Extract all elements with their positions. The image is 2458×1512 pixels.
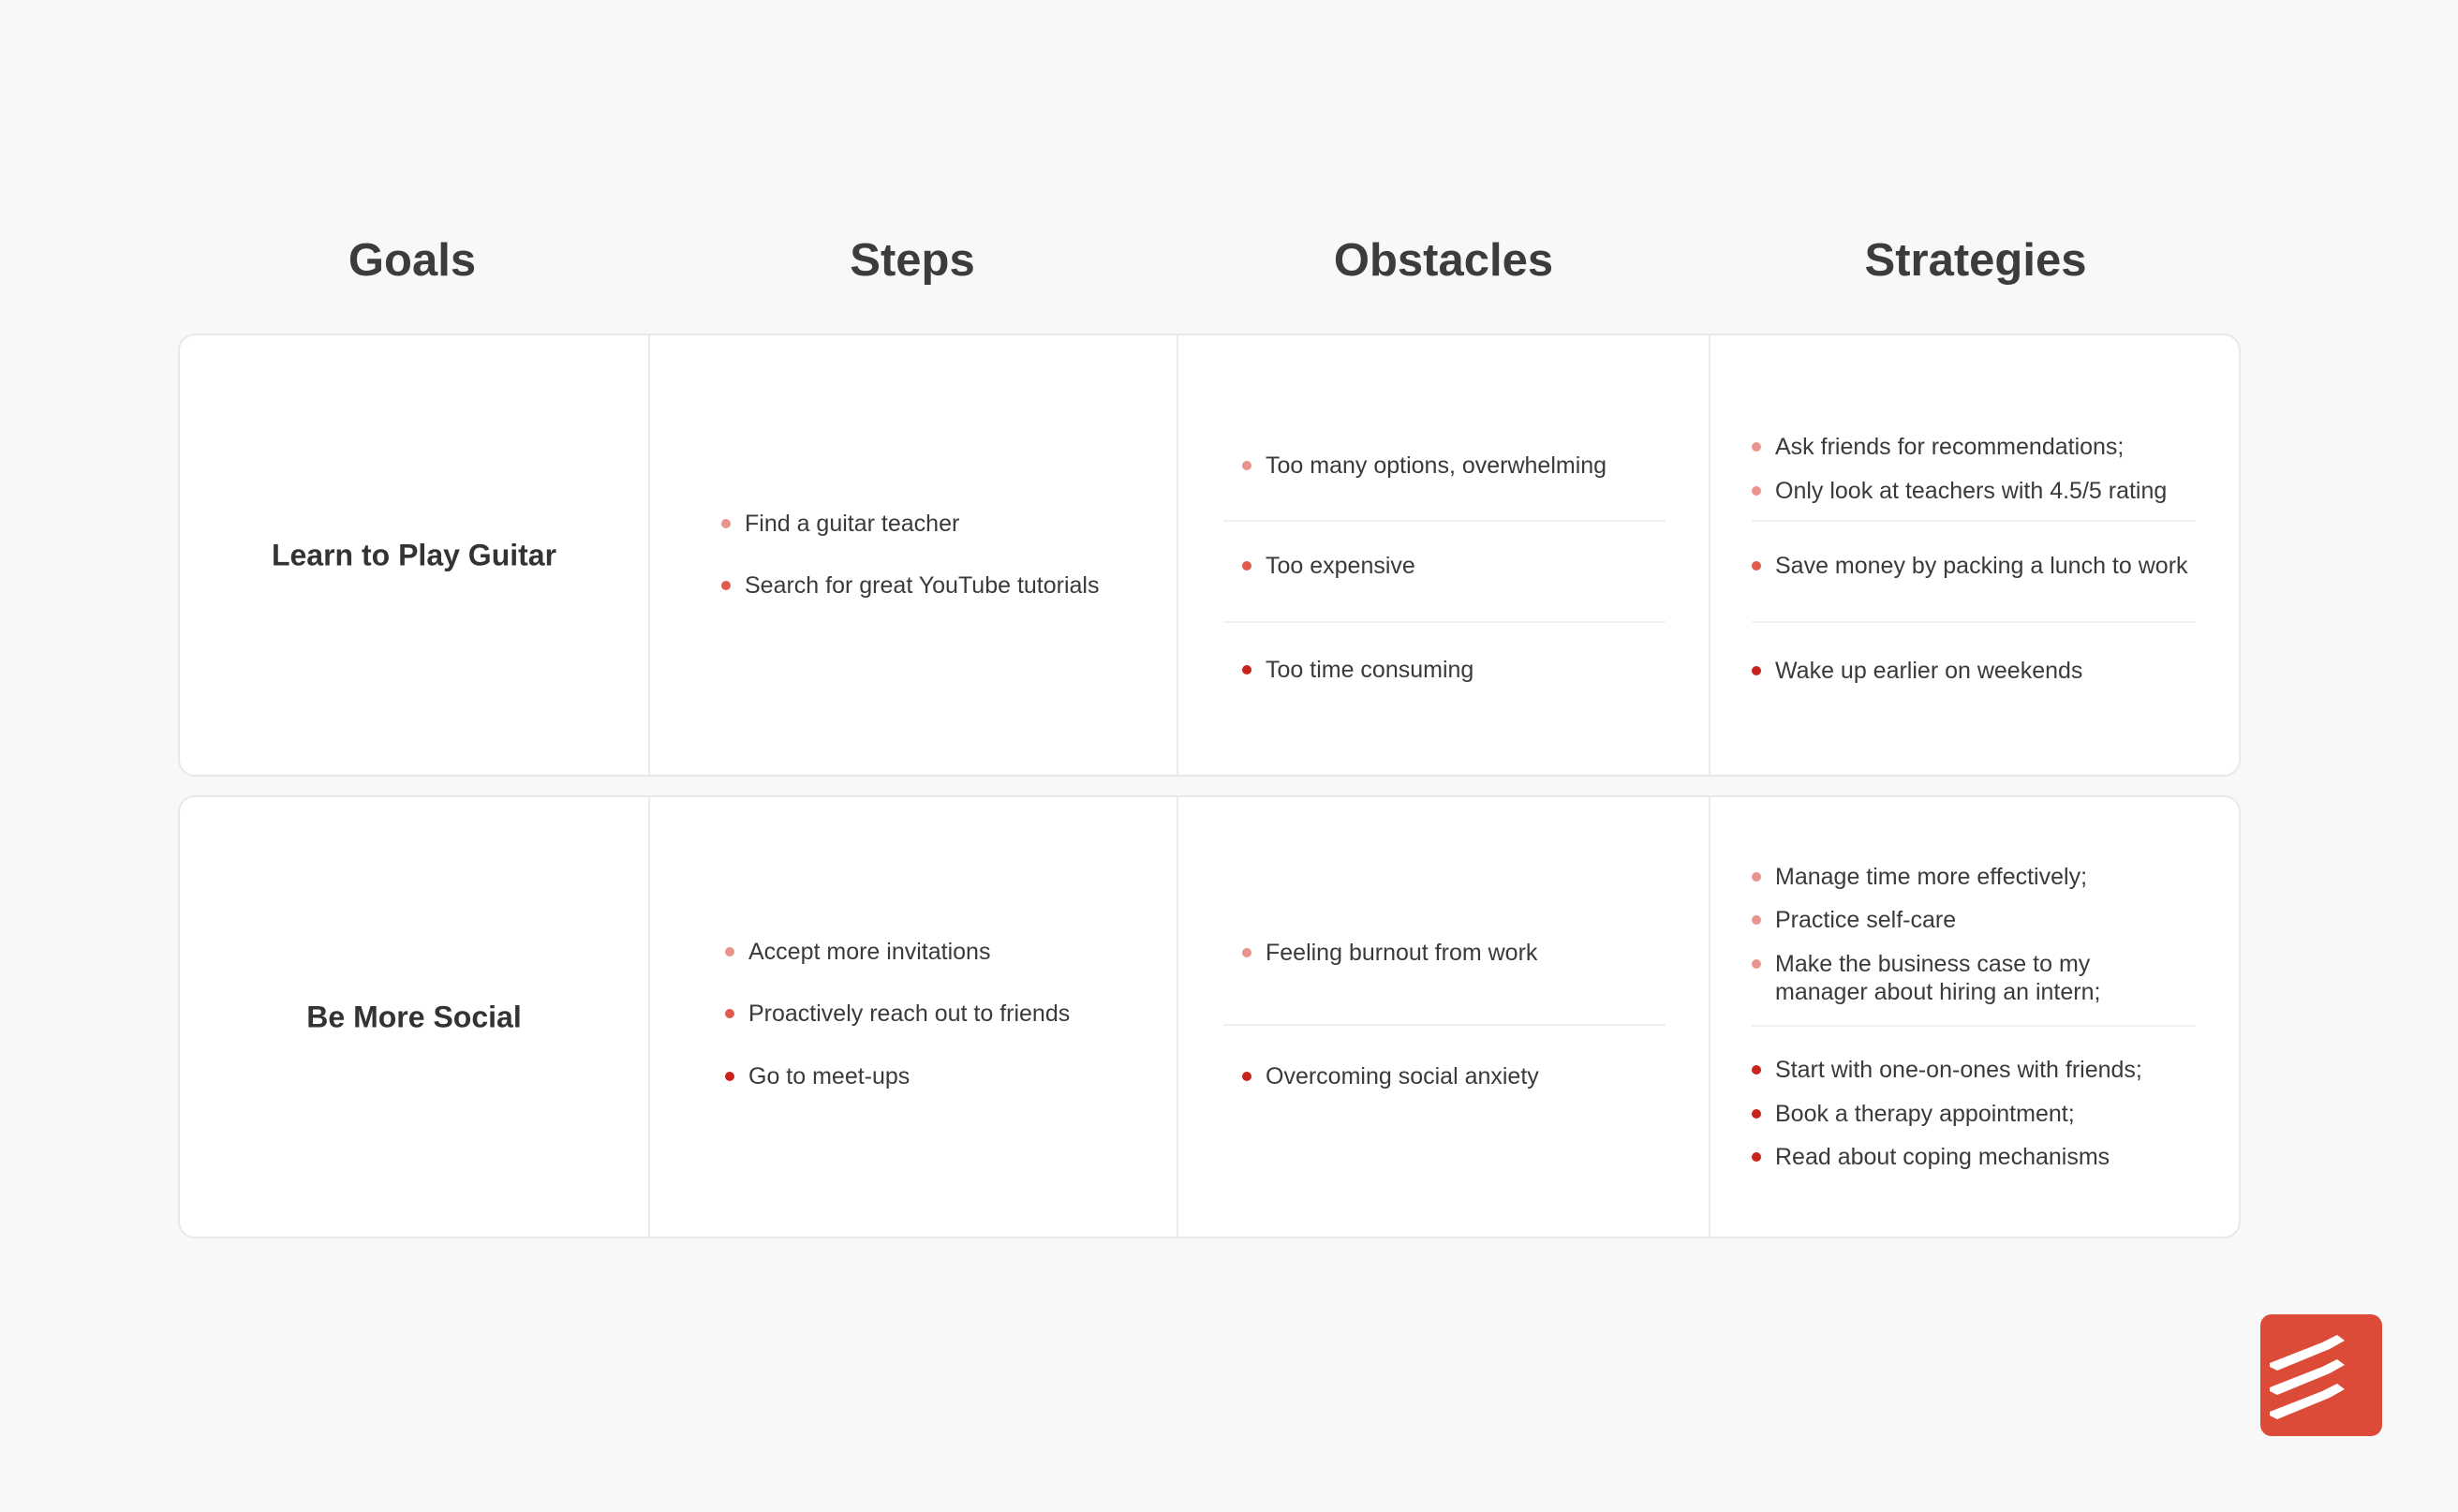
bullet-icon [1752,959,1761,969]
bullet-icon [1752,1065,1761,1075]
obstacles-cell [1178,335,1709,775]
strategy-text: Make the business case to my manager about hiring an intern; [1775,951,2101,1005]
strategy-text: Only look at teachers with 4.5/5 rating [1775,478,2168,504]
step-item [725,1000,1070,1028]
goal-cell [180,797,648,1237]
step-item [721,510,959,538]
separator [1223,520,1666,522]
strategy-item [1752,477,2167,505]
steps-cell [650,335,1177,775]
strategies-cell [1710,797,2241,1237]
strategy-text: Book a therapy appointment; [1775,1101,2075,1127]
header-steps: Steps [850,235,975,286]
bullet-icon [1242,948,1251,957]
strategy-item [1752,1100,2075,1128]
strategy-text: Read about coping mechanisms [1775,1144,2110,1170]
logo-stripes [2260,1314,2382,1436]
strategy-item [1752,950,2164,1006]
step-item [721,571,1099,600]
header-strategies: Strategies [1864,235,2087,286]
goal-cell [180,335,648,775]
step-text: Find a guitar teacher [745,511,960,537]
strategy-text: Start with one-on-ones with friends; [1775,1057,2142,1083]
strategy-item [1752,906,1956,934]
bullet-icon [725,1072,734,1081]
bullet-icon [1752,561,1761,571]
bullet-icon [1242,461,1251,470]
step-text: Go to meet-ups [748,1063,911,1090]
bullet-icon [725,947,734,956]
bullet-icon [1242,665,1251,674]
obstacle-item [1242,939,1537,967]
bullet-icon [725,1009,734,1018]
bullet-icon [721,519,731,528]
step-text: Accept more invitations [748,939,991,965]
strategy-text: Ask friends for recommendations; [1775,434,2125,460]
step-item [725,1062,910,1090]
strategy-item [1752,1056,2142,1084]
strategy-item [1752,863,2087,891]
strategies-cell [1710,335,2241,775]
separator [1752,520,2196,522]
obstacle-text: Too time consuming [1266,657,1474,683]
header-obstacles: Obstacles [1333,235,1554,286]
strategy-text: Practice self-care [1775,907,1957,933]
bullet-icon [1752,1109,1761,1119]
goal-row-guitar [178,334,2241,777]
step-text: Proactively reach out to friends [748,1001,1071,1027]
strategy-text: Manage time more effectively; [1775,864,2088,890]
bullet-icon [1242,1072,1251,1081]
obstacles-cell [1178,797,1709,1237]
goal-row-social [178,795,2241,1238]
bullet-icon [1752,872,1761,882]
bullet-icon [1242,561,1251,571]
strategy-item [1752,657,2082,685]
obstacle-item [1242,552,1415,580]
obstacle-item [1242,452,1607,480]
obstacle-item [1242,1062,1539,1090]
bullet-icon [1752,486,1761,496]
obstacle-text: Feeling burnout from work [1266,940,1538,966]
goal-label: Learn to Play Guitar [271,538,557,571]
step-item [725,938,990,966]
strategy-item [1752,1143,2110,1171]
obstacle-item [1242,656,1473,684]
separator [1223,621,1666,623]
goal-label: Be More Social [306,1000,522,1033]
strategy-text: Wake up earlier on weekends [1775,658,2083,684]
obstacle-text: Too expensive [1266,553,1415,579]
strategy-text: Save money by packing a lunch to work [1775,553,2188,579]
todoist-logo-icon [2260,1314,2382,1436]
bullet-icon [1752,915,1761,925]
strategy-item [1752,433,2124,461]
strategy-item [1752,552,2188,580]
bullet-icon [1752,666,1761,675]
bullet-icon [721,581,731,590]
steps-cell [650,797,1177,1237]
obstacle-text: Too many options, overwhelming [1266,452,1607,479]
separator [1752,1025,2196,1027]
header-goals: Goals [348,235,477,286]
separator [1223,1024,1666,1026]
obstacle-text: Overcoming social anxiety [1266,1063,1539,1090]
step-text: Search for great YouTube tutorials [745,572,1100,599]
bullet-icon [1752,1152,1761,1162]
bullet-icon [1752,442,1761,452]
separator [1752,621,2196,623]
